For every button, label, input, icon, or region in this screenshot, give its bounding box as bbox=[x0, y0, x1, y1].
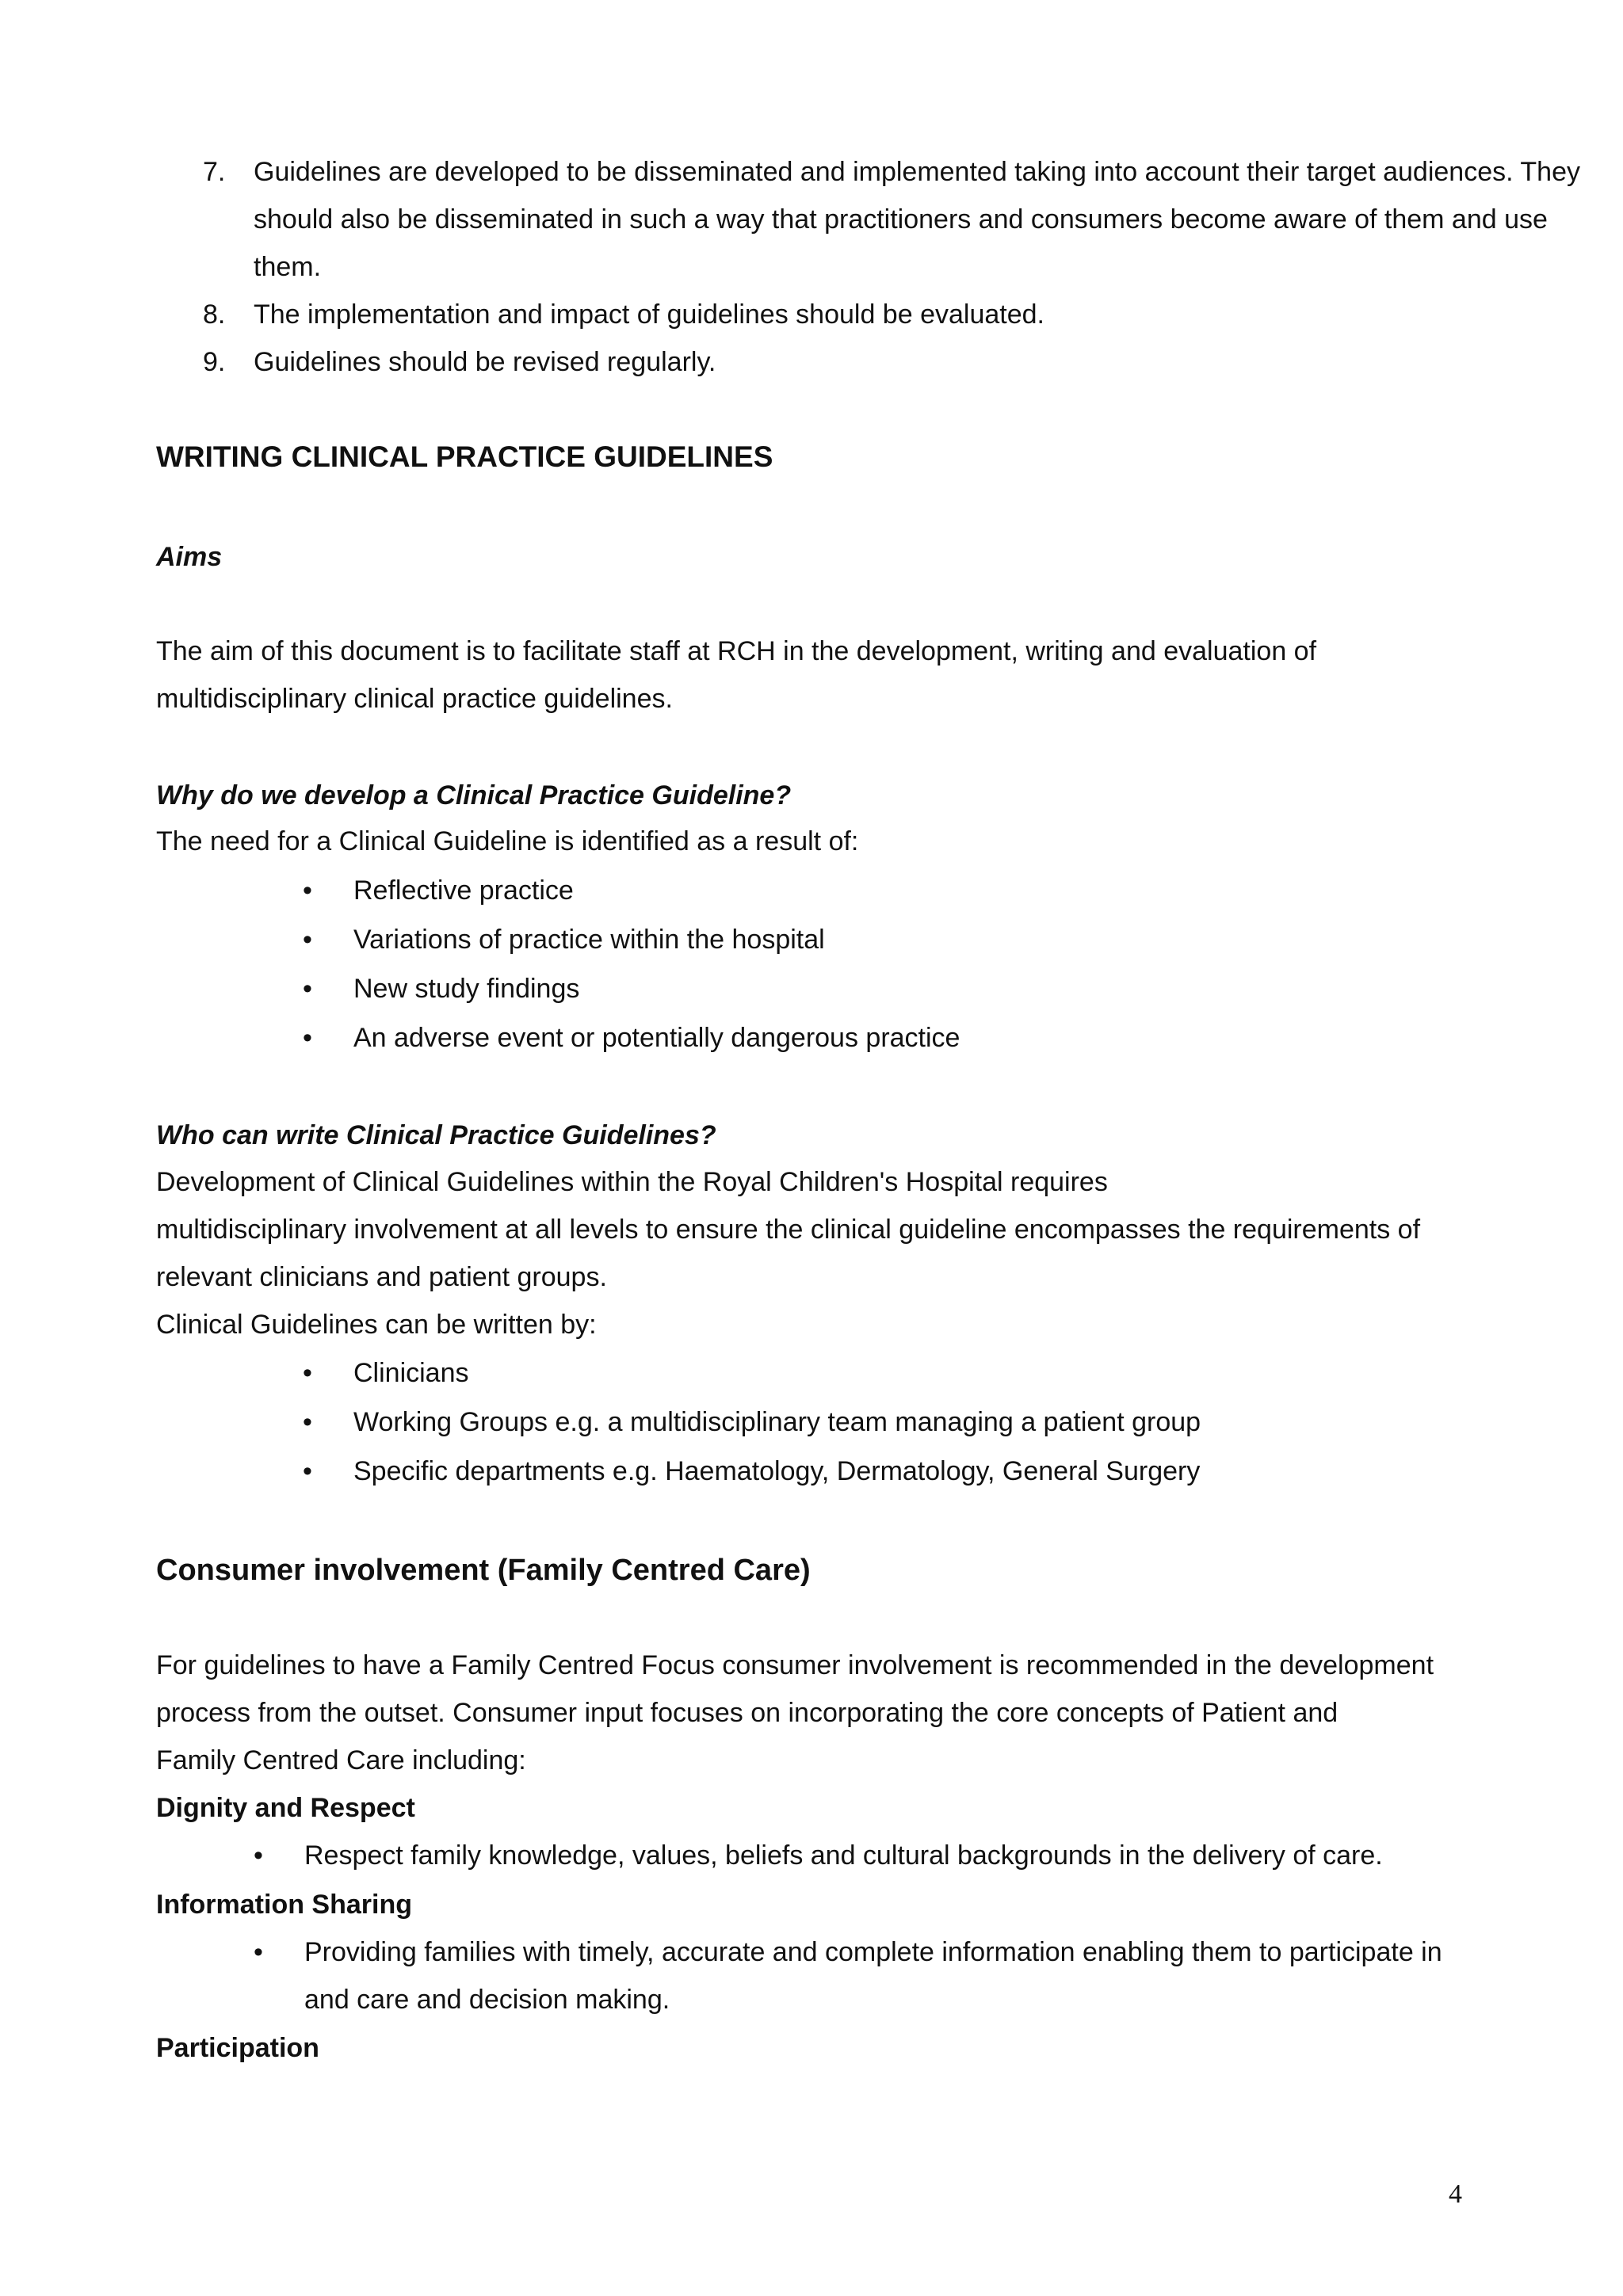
who-heading: Who can write Clinical Practice Guidelines? bbox=[156, 1120, 716, 1150]
consumer-paragraph-line-1: For guidelines to have a Family Centred Focus consumer involvement is recommended in the development bbox=[156, 1650, 1434, 1680]
consumer-paragraph-line-2: process from the outset. Consumer input focuses on incorporating the core concepts of Patient and bbox=[156, 1698, 1338, 1728]
bullet-text: Specific departments e.g. Haematology, Dermatology, General Surgery bbox=[353, 1456, 1201, 1486]
information-sharing-heading: Information Sharing bbox=[156, 1890, 412, 1920]
bullet-icon: • bbox=[254, 1937, 263, 1967]
bullet-icon: • bbox=[303, 974, 312, 1004]
bullet-text: Respect family knowledge, values, beliefs and cultural backgrounds in the delivery of care. bbox=[304, 1840, 1383, 1871]
aims-heading: Aims bbox=[156, 542, 223, 572]
who-paragraph-line-4: Clinical Guidelines can be written by: bbox=[156, 1310, 597, 1340]
section-heading: WRITING CLINICAL PRACTICE GUIDELINES bbox=[156, 441, 773, 473]
page-number: 4 bbox=[1449, 2180, 1462, 2209]
bullet-icon: • bbox=[303, 1023, 312, 1053]
who-paragraph-line-2: multidisciplinary involvement at all levels to ensure the clinical guideline encompasses the requirements of bbox=[156, 1215, 1421, 1245]
bullet-icon: • bbox=[303, 925, 312, 955]
why-intro: The need for a Clinical Guideline is identified as a result of: bbox=[156, 826, 859, 856]
aims-paragraph-line-1: The aim of this document is to facilitate staff at RCH in the development, writing and evaluation of bbox=[156, 636, 1317, 666]
list-number: 8. bbox=[203, 299, 226, 330]
consumer-paragraph-line-3: Family Centred Care including: bbox=[156, 1745, 526, 1775]
bullet-icon: • bbox=[254, 1840, 263, 1871]
bullet-text: Providing families with timely, accurate and complete information enabling them to participate in and care and decision making. bbox=[304, 1937, 1442, 2015]
bullet-text: Working Groups e.g. a multidisciplinary team managing a patient group bbox=[353, 1407, 1201, 1437]
aims-paragraph-line-2: multidisciplinary clinical practice guidelines. bbox=[156, 684, 673, 714]
list-number: 9. bbox=[203, 347, 226, 377]
bullet-text: An adverse event or potentially dangerous practice bbox=[353, 1023, 960, 1053]
why-heading: Why do we develop a Clinical Practice Guideline? bbox=[156, 780, 792, 810]
list-number: 7. bbox=[203, 157, 226, 187]
list-item-text: Guidelines should be revised regularly. bbox=[254, 347, 716, 377]
consumer-heading: Consumer involvement (Family Centred Care) bbox=[156, 1554, 811, 1587]
bullet-text: Variations of practice within the hospital bbox=[353, 925, 825, 955]
dignity-heading: Dignity and Respect bbox=[156, 1793, 415, 1823]
bullet-text: Clinicians bbox=[353, 1358, 469, 1388]
bullet-icon: • bbox=[303, 1358, 312, 1388]
participation-heading: Participation bbox=[156, 2033, 319, 2063]
bullet-icon: • bbox=[303, 1407, 312, 1437]
bullet-text: New study findings bbox=[353, 974, 580, 1004]
list-item-text: Guidelines are developed to be disseminated and implemented taking into account their target audiences. They should also be disseminated in such a way that practitioners and consumers become aware of them and use them. bbox=[254, 157, 1580, 282]
who-paragraph-line-1: Development of Clinical Guidelines within the Royal Children's Hospital requires bbox=[156, 1167, 1108, 1197]
who-paragraph-line-3: relevant clinicians and patient groups. bbox=[156, 1262, 607, 1292]
bullet-icon: • bbox=[303, 875, 312, 906]
list-item-text: The implementation and impact of guidelines should be evaluated. bbox=[254, 299, 1044, 330]
bullet-icon: • bbox=[303, 1456, 312, 1486]
bullet-text: Reflective practice bbox=[353, 875, 574, 906]
